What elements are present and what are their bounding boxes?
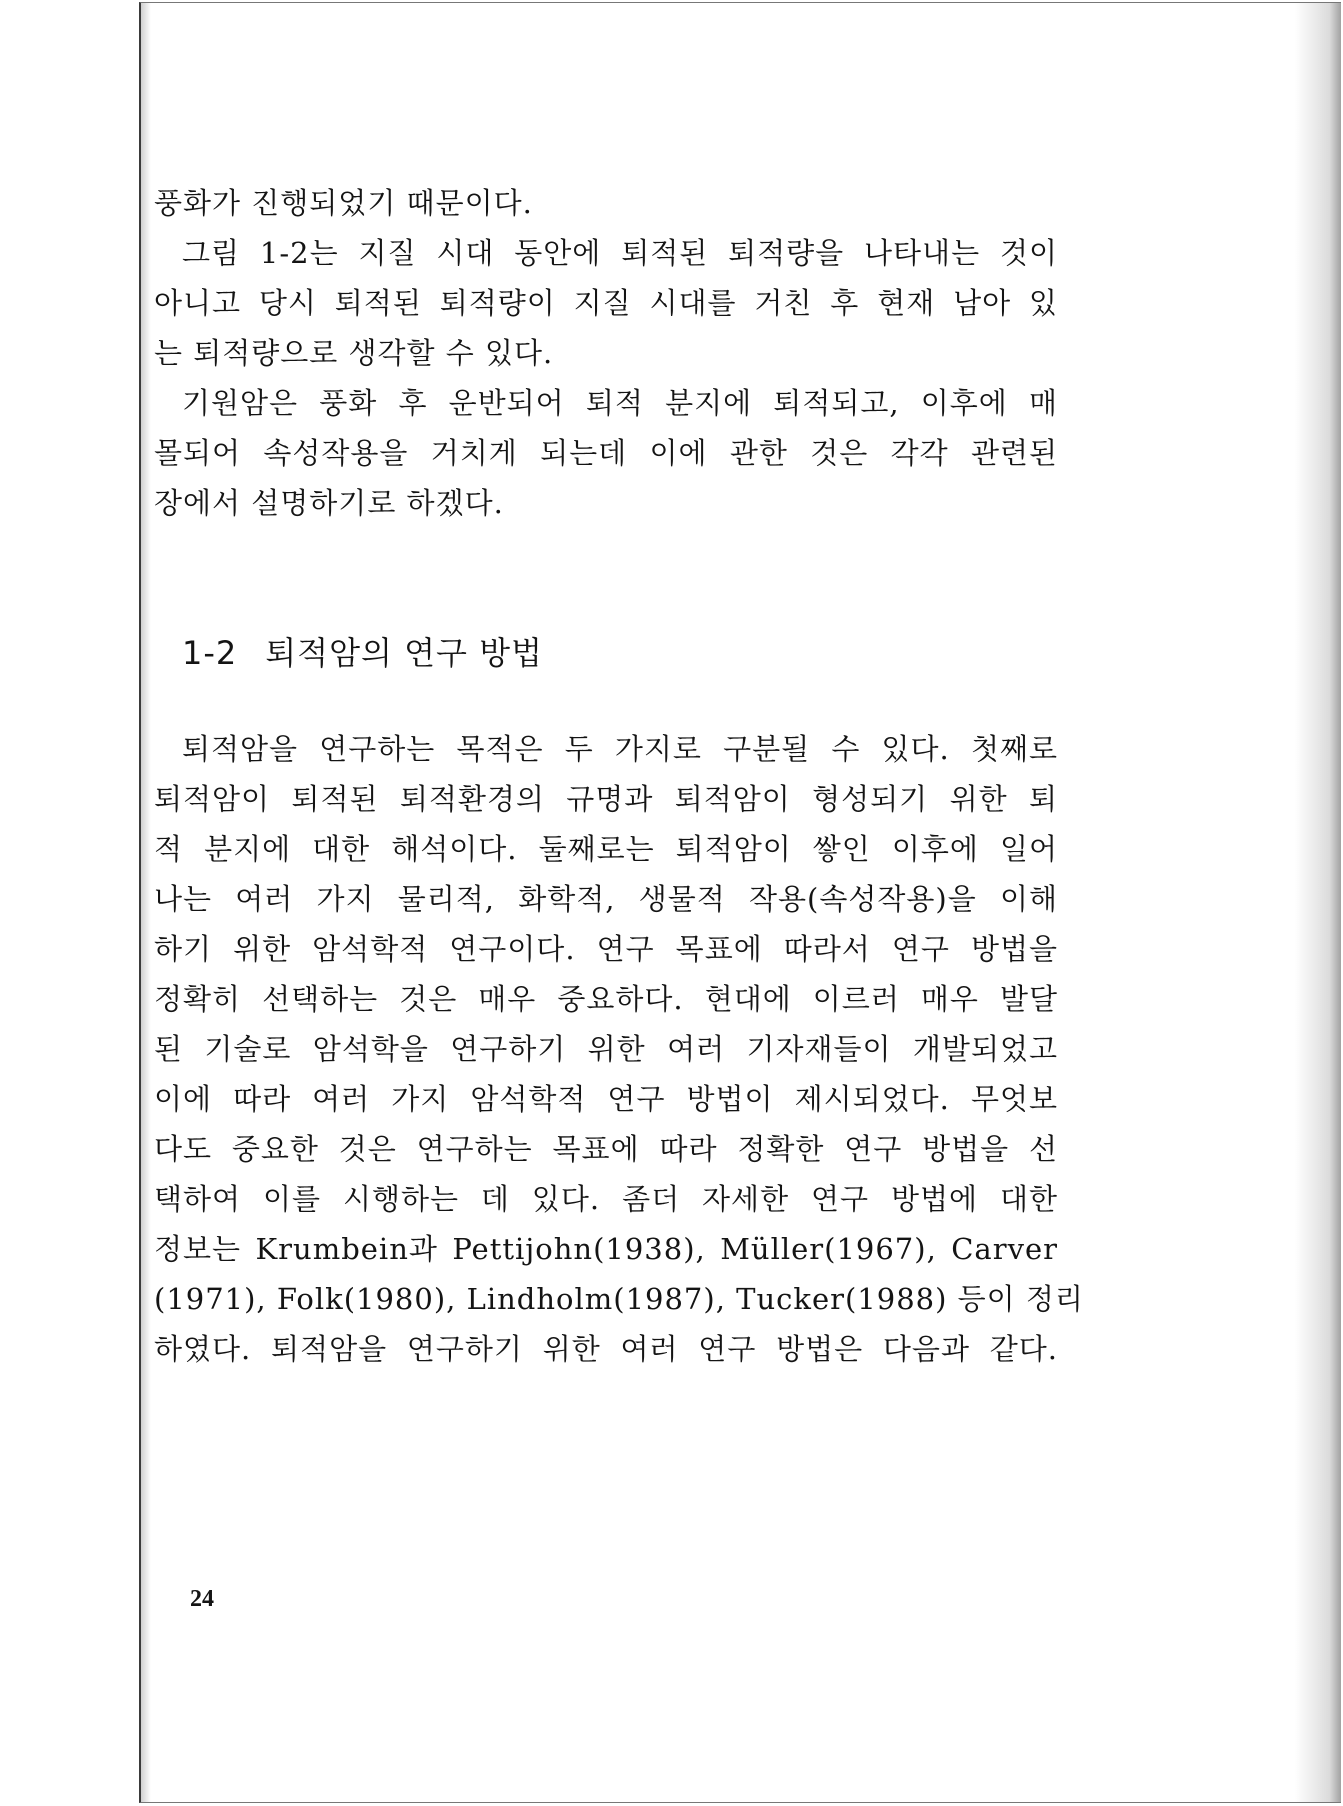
paragraph-line: 정확히 선택하는 것은 매우 중요하다. 현대에 이르러 매우 발달 — [154, 982, 1058, 1016]
paragraph-line: 퇴적암을 연구하는 목적은 두 가지로 구분될 수 있다. 첫째로 — [182, 732, 1058, 766]
paragraph-line: 아니고 당시 퇴적된 퇴적량이 지질 시대를 거친 후 현재 남아 있 — [154, 286, 1058, 320]
paragraph-line: 이에 따라 여러 가지 암석학적 연구 방법이 제시되었다. 무엇보 — [154, 1082, 1058, 1116]
paragraph-line: (1971), Folk(1980), Lindholm(1987), Tucker(1988) 등이 정리 — [154, 1282, 1084, 1316]
paragraph-line: 적 분지에 대한 해석이다. 둘째로는 퇴적암이 쌓인 이후에 일어 — [154, 832, 1058, 866]
paragraph-line: 그림 1-2는 지질 시대 동안에 퇴적된 퇴적량을 나타내는 것이 — [182, 236, 1058, 270]
paragraph-line: 된 기술로 암석학을 연구하기 위한 여러 기자재들이 개발되었고 — [154, 1032, 1058, 1066]
paragraph-line: 장에서 설명하기로 하겠다. — [154, 486, 504, 520]
section-number: 1-2 — [182, 634, 238, 672]
paragraph-line: 는 퇴적량으로 생각할 수 있다. — [154, 336, 554, 370]
paragraph-line: 풍화가 진행되었기 때문이다. — [154, 186, 533, 220]
main-paragraph — [154, 724, 1084, 1374]
paragraph-line: 몰되어 속성작용을 거치게 되는데 이에 관한 것은 각각 관련된 — [154, 436, 1058, 470]
scan-margin — [0, 0, 138, 1806]
section-title: 퇴적암의 연구 방법 — [265, 634, 543, 672]
page-edge-shadow — [1295, 3, 1341, 1802]
paragraph-line: 퇴적암이 퇴적된 퇴적환경의 규명과 퇴적암이 형성되기 위한 퇴 — [154, 782, 1058, 816]
section-heading — [182, 628, 543, 674]
intro-paragraphs — [154, 178, 1058, 528]
paragraph-line: 택하여 이를 시행하는 데 있다. 좀더 자세한 연구 방법에 대한 — [154, 1182, 1058, 1216]
spine-shadow — [141, 3, 151, 1802]
paragraph-line: 정보는 Krumbein과 Pettijohn(1938), Müller(1967), Carver — [154, 1232, 1058, 1266]
paragraph-line: 하였다. 퇴적암을 연구하기 위한 여러 연구 방법은 다음과 같다. — [154, 1332, 1058, 1366]
paragraph-line: 하기 위한 암석학적 연구이다. 연구 목표에 따라서 연구 방법을 — [154, 932, 1058, 966]
paragraph-line: 다도 중요한 것은 연구하는 목표에 따라 정확한 연구 방법을 선 — [154, 1132, 1058, 1166]
paragraph-line: 기원암은 풍화 후 운반되어 퇴적 분지에 퇴적되고, 이후에 매 — [182, 386, 1058, 420]
page-number: 24 — [190, 1586, 214, 1612]
paragraph-line: 나는 여러 가지 물리적, 화학적, 생물적 작용(속성작용)을 이해 — [154, 882, 1058, 916]
